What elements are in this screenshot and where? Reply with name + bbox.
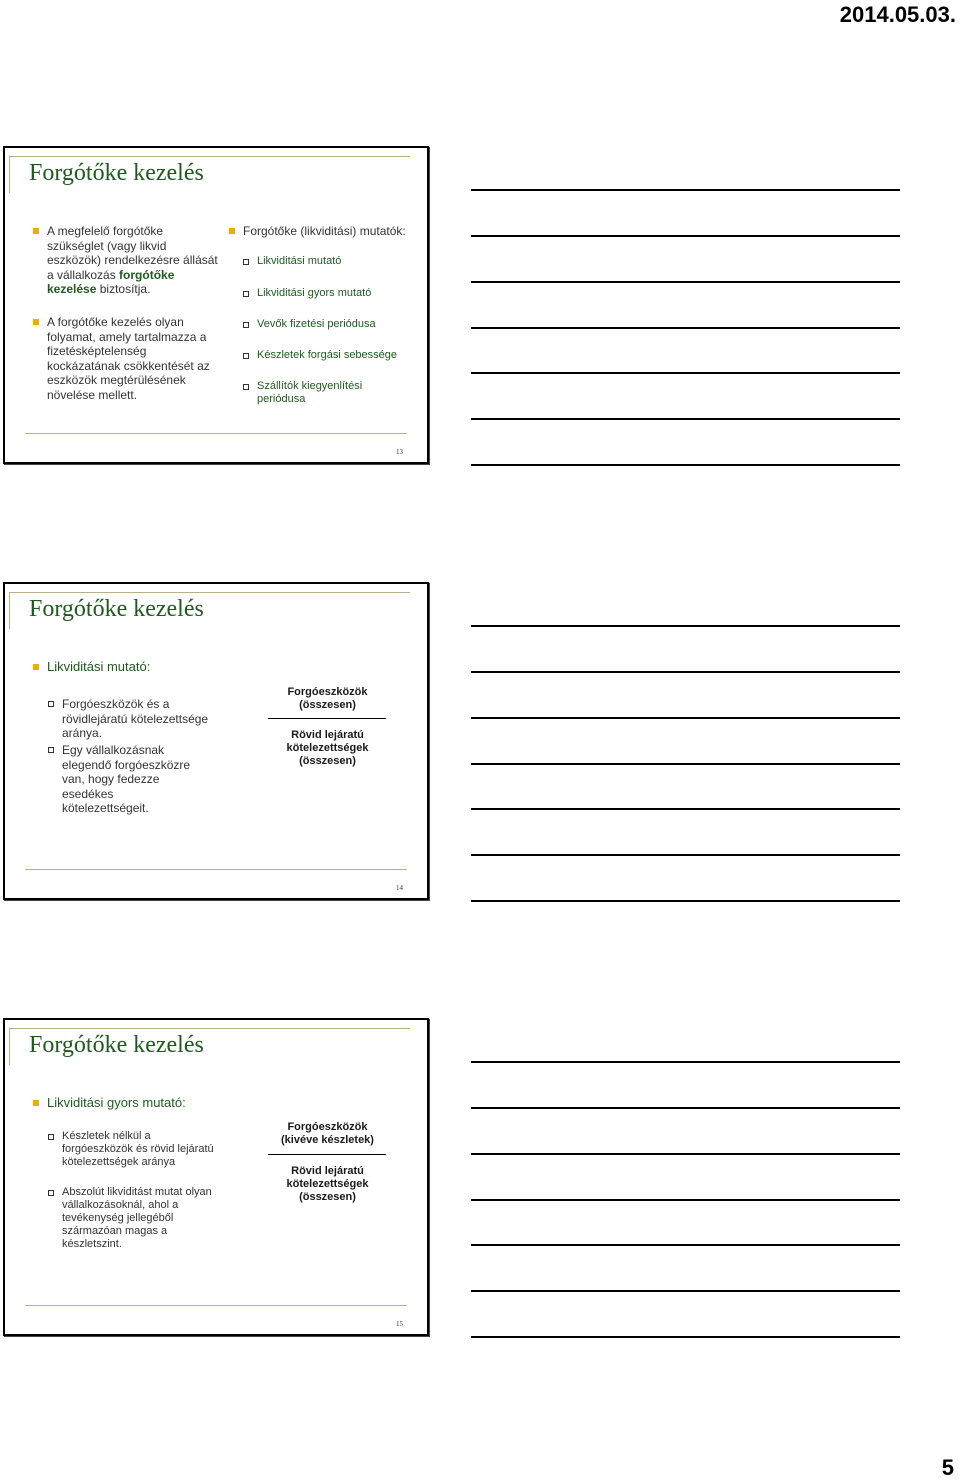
bullet-text: A megfelelő forgótőke szükséglet (vagy likvid eszközök) rendelkezésre állását a vállalkozás	[47, 224, 218, 282]
notes-line	[471, 1061, 900, 1063]
slide-number: 13	[396, 448, 403, 456]
slide-title: Forgótőke kezelés	[29, 1032, 204, 1058]
bullet-text: Likviditási gyors mutató:	[47, 1095, 186, 1110]
notes-line	[471, 281, 900, 283]
formula-numerator: Forgóeszközök (kivéve készletek)	[281, 1121, 374, 1146]
slide-14	[3, 582, 429, 900]
bullet-working-capital-need	[31, 224, 221, 297]
bullet-text: Forgótőke (likviditási) mutatók:	[243, 224, 406, 238]
notes-line	[471, 671, 900, 673]
notes-line	[471, 625, 900, 627]
definition-item: Forgóeszközök és a rövidlejáratú kötelezettsége aránya.	[46, 697, 216, 741]
notes-line	[471, 808, 900, 810]
footer-rule	[25, 869, 407, 870]
formula-denominator: Rövid lejáratú kötelezettségek (összesen)	[286, 1165, 369, 1203]
fraction-line	[268, 1154, 386, 1155]
slide-title: Forgótőke kezelés	[29, 160, 204, 186]
bullet-tail: biztosítja.	[96, 282, 151, 296]
notes-line	[471, 1199, 900, 1201]
notes-line	[471, 1336, 900, 1338]
ratio-item: Szállítók kiegyenlítési periódusa	[241, 380, 391, 406]
notes-line	[471, 763, 900, 765]
fraction-line	[268, 718, 386, 719]
ratio-item: Likviditási gyors mutató	[241, 287, 421, 300]
slide-number: 14	[396, 884, 403, 892]
notes-line	[471, 235, 900, 237]
ratio-item: Vevők fizetési periódusa	[241, 318, 421, 331]
notes-line	[471, 1290, 900, 1292]
definition-item: Abszolút likviditást mutat olyan vállalkozásoknál, ahol a tevékenység jellegéből származóan magas a készletszint.	[46, 1186, 216, 1251]
date-header: 2014.05.03.	[839, 2, 956, 27]
ratio-item: Készletek forgási sebessége	[241, 349, 421, 362]
notes-line	[471, 372, 900, 374]
notes-line	[471, 854, 900, 856]
notes-line	[471, 1107, 900, 1109]
bullet-text: Likviditási mutató:	[47, 659, 151, 674]
notes-line	[471, 464, 900, 466]
definition-item: Egy vállalkozásnak elegendő forgóeszközre van, hogy fedezze esedékes kötelezettségeit.	[46, 743, 196, 816]
notes-line	[471, 900, 900, 902]
footer-rule	[25, 433, 407, 434]
definition-item: Készletek nélkül a forgóeszközök és rövid lejáratú kötelezettségek aránya	[46, 1130, 216, 1169]
highlight-text: forgótőke kezelése	[47, 267, 175, 296]
notes-line	[471, 189, 900, 191]
slide-title: Forgótőke kezelés	[29, 596, 204, 622]
notes-line	[471, 327, 900, 329]
formula-denominator: Rövid lejáratú kötelezettségek (összesen)	[286, 729, 369, 767]
notes-line	[471, 1153, 900, 1155]
bullet-ratios-heading	[227, 224, 427, 239]
page-number: 5	[941, 1455, 954, 1480]
ratio-item: Likviditási mutató	[241, 255, 421, 268]
formula-numerator: Forgóeszközök (összesen)	[287, 686, 368, 711]
notes-line	[471, 1244, 900, 1246]
notes-line	[471, 418, 900, 420]
slide-13	[3, 146, 429, 464]
bullet-liquidity-ratio-heading	[31, 660, 231, 675]
slide-number: 15	[396, 1320, 403, 1328]
footer-rule	[25, 1305, 407, 1306]
bullet-quick-ratio-heading	[31, 1096, 251, 1111]
slide-15	[3, 1018, 429, 1336]
bullet-working-capital-process	[31, 315, 221, 402]
notes-line	[471, 717, 900, 719]
bullet-text: A forgótőke kezelés olyan folyamat, amely tartalmazza a fizetésképtelenség kockázatának csökkentését az eszközök megtérülésének növelése mellett.	[47, 315, 210, 402]
